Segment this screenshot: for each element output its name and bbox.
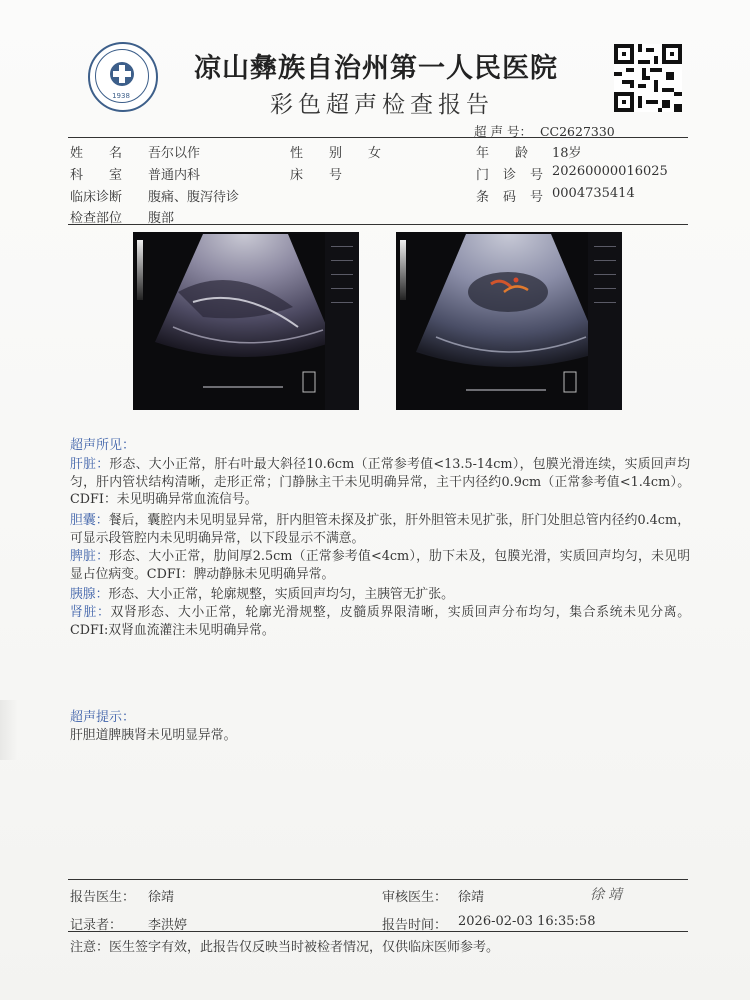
divider-top — [68, 137, 688, 138]
organ-label: 脾脏： — [70, 549, 110, 564]
report-time: 2026-02-03 16:35:58 — [458, 914, 596, 929]
finding-liver — [70, 456, 690, 509]
tgc-bar — [137, 240, 143, 300]
finding-text: 形态、大小正常，肝右叶最大斜径10.6cm（正常参考值<13.5-14cm），包膜光滑连续，实质回声均匀，肝内管状结构清晰，走形正常；门静脉主干未见明确异常，主干内径约0.9cm（正常参考值<1.4cm）。CDFI：未见明确异常血流信号。 — [70, 457, 690, 507]
sidebar-line — [594, 246, 616, 247]
doctor-signature: 徐靖 — [590, 887, 626, 903]
paper-fold-shadow — [0, 700, 18, 760]
qr-code-icon — [614, 44, 682, 112]
report-time-label: 报告时间： — [382, 918, 448, 933]
organ-label: 肝脏： — [70, 457, 110, 472]
report-doctor-label: 报告医生： — [70, 890, 136, 905]
sidebar-line — [331, 246, 353, 247]
divider-note — [68, 931, 688, 932]
impression-text: 肝胆道脾胰肾未见明显异常。 — [70, 728, 237, 743]
bed-label: 床号 — [290, 168, 369, 183]
image-sidebar — [325, 232, 359, 410]
patient-age: 18岁 — [552, 146, 582, 161]
gender-label: 性别 — [290, 146, 369, 161]
finding-text: 形态、大小正常，轮廓规整，实质回声均匀，主胰管无扩张。 — [108, 587, 454, 602]
sidebar-line — [594, 302, 616, 303]
divider-footer — [68, 879, 688, 880]
patient-gender: 女 — [368, 146, 382, 161]
exam-part-label: 检查部位 — [70, 211, 123, 226]
findings-title: 超声所见： — [70, 438, 136, 453]
recorder-label: 记录者： — [70, 918, 123, 933]
report-title: 彩色超声检查报告 — [270, 92, 494, 118]
age-label: 年龄 — [476, 146, 555, 161]
ultrasound-number-value: CC2627330 — [539, 124, 615, 139]
diagnosis-label: 临床诊断 — [70, 190, 123, 205]
logo-year: 1938 — [112, 92, 130, 100]
patient-outpatient-no: 20260000016025 — [552, 164, 668, 179]
barcode-label: 条码号 — [476, 190, 558, 205]
sidebar-line — [331, 260, 353, 261]
organ-label: 胆囊： — [70, 513, 109, 528]
image-sidebar — [588, 232, 622, 410]
finding-pancreas — [70, 586, 690, 604]
dept-label: 科室 — [70, 168, 149, 183]
outpatient-label: 门诊号 — [476, 168, 558, 183]
organ-label: 肾脏： — [70, 605, 111, 620]
tgc-bar — [400, 240, 406, 300]
sidebar-line — [331, 302, 353, 303]
patient-barcode: 0004735414 — [552, 186, 635, 201]
review-doctor-label: 审核医生： — [382, 890, 448, 905]
hospital-name: 凉山彝族自治州第一人民医院 — [194, 53, 558, 84]
report-doctor: 徐靖 — [148, 890, 175, 905]
finding-gallbladder — [70, 512, 690, 547]
exam-part: 腹部 — [148, 211, 175, 226]
divider-info — [68, 224, 688, 225]
sidebar-line — [594, 260, 616, 261]
impression-title: 超声提示： — [70, 710, 136, 725]
organ-label: 胰腺： — [70, 587, 109, 602]
footer-note: 注意：医生签字有效，此报告仅反映当时被检者情况，仅供临床医师参考。 — [70, 940, 500, 955]
name-label: 姓名 — [70, 146, 149, 161]
ultrasound-image-left — [133, 232, 359, 410]
clinical-diagnosis: 腹痛、腹泻待诊 — [148, 190, 240, 205]
sidebar-line — [331, 274, 353, 275]
finding-spleen — [70, 548, 690, 583]
finding-text: 形态、大小正常，肋间厚2.5cm（正常参考值<4cm），肋下未及，包膜光滑，实质回声均匀，未见明显占位病变。CDFI：脾动静脉未见明确异常。 — [70, 549, 691, 582]
finding-text: 双肾形态、大小正常，轮廓光滑规整，皮髓质界限清晰，实质回声分布均匀，集合系统未见分离。CDFI:双肾血流灌注未见明确异常。 — [70, 605, 691, 638]
finding-text: 餐后，囊腔内未见明显异常，肝内胆管未探及扩张，肝外胆管未见扩张，肝门处胆总管内径约0.4cm，可显示段管腔内未见明确异常，以下段显示不满意。 — [70, 513, 691, 546]
patient-dept: 普通内科 — [148, 168, 201, 183]
hospital-logo — [88, 42, 158, 112]
patient-name: 吾尔以作 — [148, 146, 201, 161]
sidebar-line — [331, 288, 353, 289]
ultrasound-image-right — [396, 232, 622, 410]
ultrasound-number-label: 超 声 号： — [474, 124, 532, 139]
finding-kidney — [70, 604, 690, 639]
logo-cross-bar — [113, 71, 131, 77]
sidebar-line — [594, 288, 616, 289]
sidebar-line — [594, 274, 616, 275]
recorder: 李洪婷 — [148, 918, 188, 933]
review-doctor: 徐靖 — [458, 890, 485, 905]
